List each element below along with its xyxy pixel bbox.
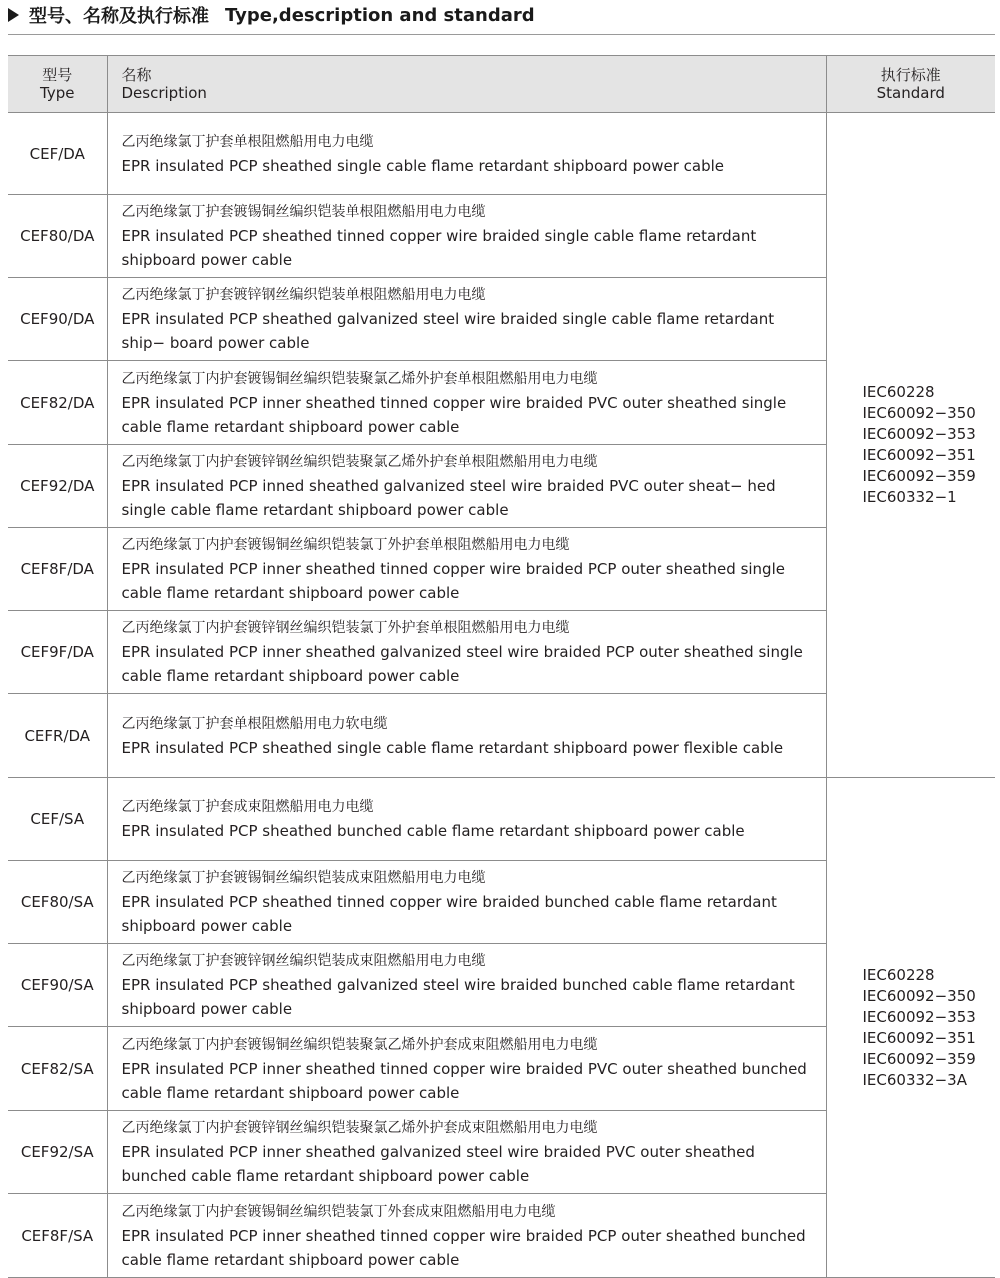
type-cell: CEF82/SA	[8, 1027, 107, 1111]
description-cell	[107, 944, 826, 1027]
type-cell: CEF90/DA	[8, 278, 107, 361]
table-row	[8, 113, 995, 195]
column-header-type-en: Type	[40, 84, 75, 102]
description-en: EPR insulated PCP inner sheathed galvanized steel wire braided PCP outer sheathed single cable flame retardant shipboard power cable	[121, 643, 803, 685]
description-cell	[107, 1194, 826, 1278]
standard-cell	[826, 113, 995, 778]
type-cell: CEF8F/SA	[8, 1194, 107, 1278]
description-cn: 乙丙绝缘氯丁护套成束阻燃船用电力电缆	[121, 799, 374, 815]
type-cell: CEF92/SA	[8, 1111, 107, 1194]
standard-item: IEC60092−353	[862, 425, 976, 443]
description-en: EPR insulated PCP sheathed galvanized steel wire braided bunched cable flame retardant shipboard power cable	[121, 976, 795, 1018]
description-en: EPR insulated PCP sheathed galvanized steel wire braided single cable flame retardant ship− board power cable	[121, 310, 775, 352]
description-en: EPR insulated PCP inner sheathed tinned copper wire braided PVC outer sheathed bunched cable flame retardant shipboard power cable	[121, 1059, 807, 1102]
description-cn: 乙丙绝缘氯丁内护套镀锡铜丝编织铠装聚氯乙烯外护套单根阻燃船用电力电缆	[121, 370, 598, 387]
column-header-description-en: Description	[121, 84, 207, 102]
table-header-row	[8, 56, 995, 113]
description-cn: 乙丙绝缘氯丁内护套镀锌钢丝编织铠装聚氯乙烯外护套单根阻燃船用电力电缆	[121, 454, 598, 470]
type-cell: CEF82/DA	[8, 361, 107, 445]
description-cell	[107, 1027, 826, 1111]
type-cell: CEF80/SA	[8, 861, 107, 944]
description-en: EPR insulated PCP inner sheathed tinned copper wire braided PCP outer sheathed bunched cable flame retardant shipboard power cable	[121, 1226, 806, 1269]
description-cell	[107, 861, 826, 944]
column-header-standard	[826, 56, 995, 113]
description-cn: 乙丙绝缘氯丁内护套镀锡铜丝编织铠装氯丁外套成束阻燃船用电力电缆	[121, 1203, 556, 1220]
type-cell: CEF92/DA	[8, 445, 107, 528]
description-cn: 乙丙绝缘氯丁内护套镀锌钢丝编织铠装聚氯乙烯外护套成束阻燃船用电力电缆	[121, 1120, 598, 1136]
description-en: EPR insulated PCP inner sheathed tinned copper wire braided PCP outer sheathed single cable flame retardant shipboard power cable	[121, 560, 785, 602]
description-cn: 乙丙绝缘氯丁护套镀锌钢丝编织铠装单根阻燃船用电力电缆	[121, 287, 486, 303]
description-en: EPR insulated PCP sheathed tinned copper wire braided bunched cable flame retardant shipboard power cable	[121, 893, 777, 935]
standard-item: IEC60332−1	[862, 488, 957, 506]
triangle-bullet-icon	[8, 8, 19, 22]
description-en: EPR insulated PCP sheathed single cable flame retardant shipboard power flexible cable	[121, 738, 784, 757]
description-cell	[107, 528, 826, 611]
section-heading-cn: 型号、名称及执行标准	[29, 6, 209, 27]
table-row	[8, 778, 995, 861]
type-cell: CEF/DA	[8, 113, 107, 195]
description-cn: 乙丙绝缘氯丁内护套镀锡铜丝编织铠装聚氯乙烯外护套成束阻燃船用电力电缆	[121, 1036, 598, 1053]
column-header-standard-cn: 执行标准	[880, 66, 941, 84]
standard-item: IEC60092−351	[862, 446, 976, 464]
section-heading-en: Type,description and standard	[225, 4, 535, 26]
column-header-type	[8, 56, 107, 113]
section-heading	[8, 3, 535, 27]
standard-item: IEC60092−359	[862, 467, 976, 485]
type-cell: CEF80/DA	[8, 195, 107, 278]
description-cn: 乙丙绝缘氯丁护套镀锡铜丝编织铠装单根阻燃船用电力电缆	[121, 204, 486, 220]
column-header-type-cn: 型号	[42, 66, 73, 84]
standard-item: IEC60332−3A	[862, 1070, 967, 1089]
description-en: EPR insulated PCP sheathed tinned copper wire braided single cable flame retardant shipboard power cable	[121, 227, 757, 269]
description-cn: 乙丙绝缘氯丁护套单根阻燃船用电力软电缆	[121, 715, 388, 732]
table-body	[8, 113, 995, 1278]
description-cell	[107, 445, 826, 528]
description-cell	[107, 1111, 826, 1194]
column-header-description-cn: 名称	[121, 66, 152, 84]
standard-item: IEC60092−353	[862, 1007, 976, 1026]
type-cell: CEF8F/DA	[8, 528, 107, 611]
description-cell	[107, 778, 826, 861]
description-cell	[107, 361, 826, 445]
description-cell	[107, 694, 826, 778]
description-en: EPR insulated PCP inned sheathed galvanized steel wire braided PVC outer sheat− hed single cable flame retardant shipboard power cable	[121, 477, 776, 519]
description-cell	[107, 195, 826, 278]
type-description-standard-table	[8, 55, 995, 1278]
description-cell	[107, 611, 826, 694]
standard-cell	[826, 778, 995, 1278]
standard-item: IEC60228	[862, 965, 935, 984]
column-header-standard-en: Standard	[876, 84, 945, 102]
description-cn: 乙丙绝缘氯丁护套镀锡铜丝编织铠装成束阻燃船用电力电缆	[121, 870, 486, 886]
description-cn: 乙丙绝缘氯丁内护套镀锌钢丝编织铠装氯丁外护套单根阻燃船用电力电缆	[121, 620, 570, 636]
standard-item: IEC60092−359	[862, 1049, 976, 1068]
description-cell	[107, 113, 826, 195]
description-en: EPR insulated PCP inner sheathed tinned copper wire braided PVC outer sheathed single cable flame retardant shipboard power cable	[121, 393, 787, 436]
standard-item: IEC60092−351	[862, 1028, 976, 1047]
type-cell: CEF90/SA	[8, 944, 107, 1027]
standard-item: IEC60092−350	[862, 986, 976, 1005]
standard-item: IEC60092−350	[862, 404, 976, 422]
column-header-description	[107, 56, 826, 113]
description-cn: 乙丙绝缘氯丁内护套镀锡铜丝编织铠装氯丁外护套单根阻燃船用电力电缆	[121, 537, 570, 553]
description-en: EPR insulated PCP inner sheathed galvanized steel wire braided PVC outer sheathed bunched cable flame retardant shipboard power cable	[121, 1143, 755, 1185]
standard-item: IEC60228	[862, 383, 935, 401]
description-en: EPR insulated PCP sheathed single cable flame retardant shipboard power cable	[121, 156, 724, 175]
description-cn: 乙丙绝缘氯丁护套镀锌钢丝编织铠装成束阻燃船用电力电缆	[121, 953, 486, 969]
description-en: EPR insulated PCP sheathed bunched cable flame retardant shipboard power cable	[121, 822, 745, 840]
type-cell: CEFR/DA	[8, 694, 107, 778]
description-cell	[107, 278, 826, 361]
type-cell: CEF9F/DA	[8, 611, 107, 694]
description-cn: 乙丙绝缘氯丁护套单根阻燃船用电力电缆	[121, 133, 374, 150]
heading-rule	[8, 34, 995, 35]
type-cell: CEF/SA	[8, 778, 107, 861]
